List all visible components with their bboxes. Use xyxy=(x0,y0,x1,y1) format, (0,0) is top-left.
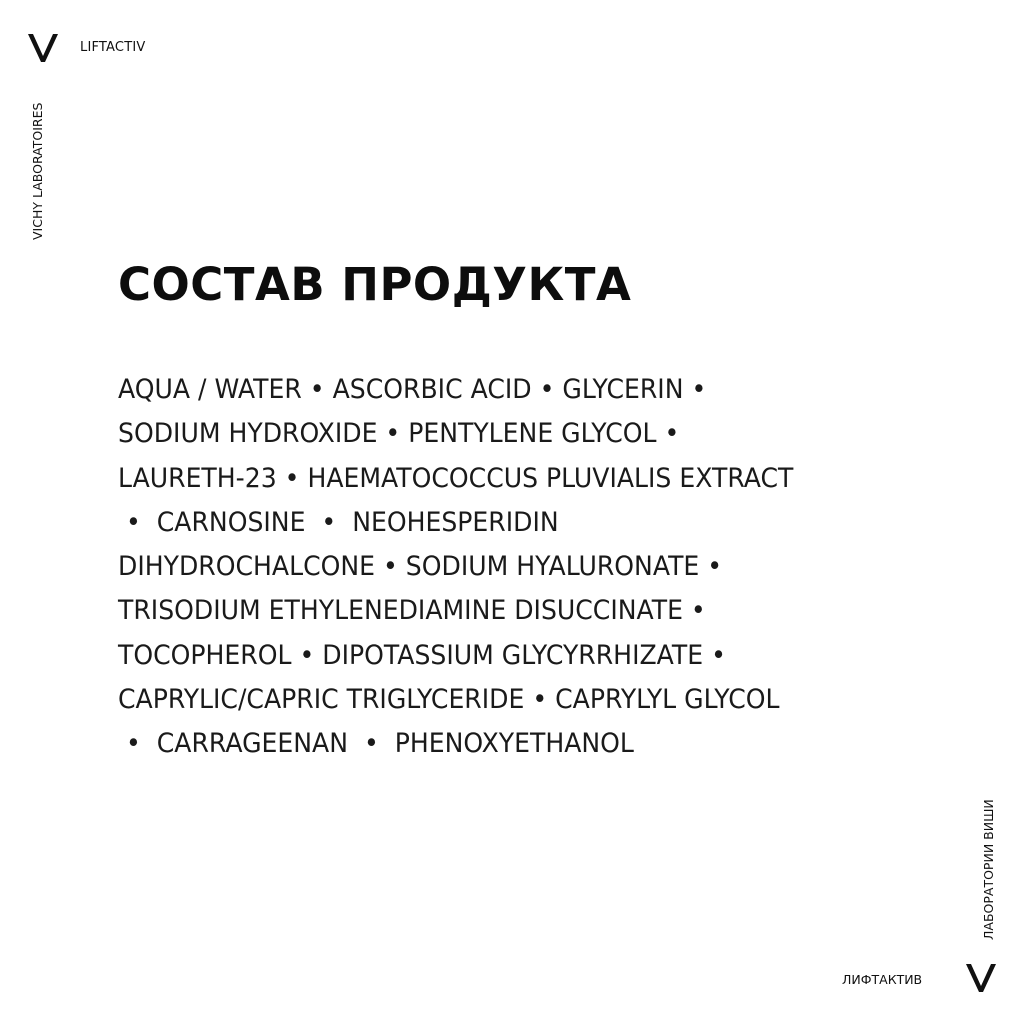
ingredients-line: AQUA / WATER • ASCORBIC ACID • GLYCERIN • xyxy=(118,374,707,405)
ingredients-line: • CARRAGEENAN • PHENOXYETHANOL xyxy=(118,728,634,760)
company-name-latin: VICHY LABORATOIRES xyxy=(30,102,45,240)
vichy-v-logo-icon xyxy=(966,964,996,992)
ingredients-line: DIHYDROCHALCONE • SODIUM HYALURONATE • xyxy=(118,551,723,583)
ingredients-line: CAPRYLIC/CAPRIC TRIGLYCERIDE • CAPRYLYL GLYCOL xyxy=(118,684,780,716)
ingredients-line: TOCOPHEROL • DIPOTASSIUM GLYCYRRHIZATE • xyxy=(118,639,726,671)
company-name-cyrillic: ЛАБОРАТОРИИ ВИШИ xyxy=(981,799,996,940)
product-name-latin: LIFTACTIV xyxy=(80,40,146,55)
ingredients-line: LAURETH-23 • HAEMATOCOCCUS PLUVIALIS EXTRACT xyxy=(118,462,794,494)
page-title: СОСТАВ ПРОДУКТА xyxy=(118,258,632,311)
product-name-cyrillic: ЛИФТАКТИВ xyxy=(842,972,923,987)
ingredients-list xyxy=(118,368,844,767)
vichy-v-logo-icon xyxy=(28,34,58,62)
ingredients-line: SODIUM HYDROXIDE • PENTYLENE GLYCOL • xyxy=(118,418,680,450)
ingredients-line: • CARNOSINE • NEOHESPERIDIN xyxy=(118,506,559,538)
ingredients-line: TRISODIUM ETHYLENEDIAMINE DISUCCINATE • xyxy=(118,595,706,627)
